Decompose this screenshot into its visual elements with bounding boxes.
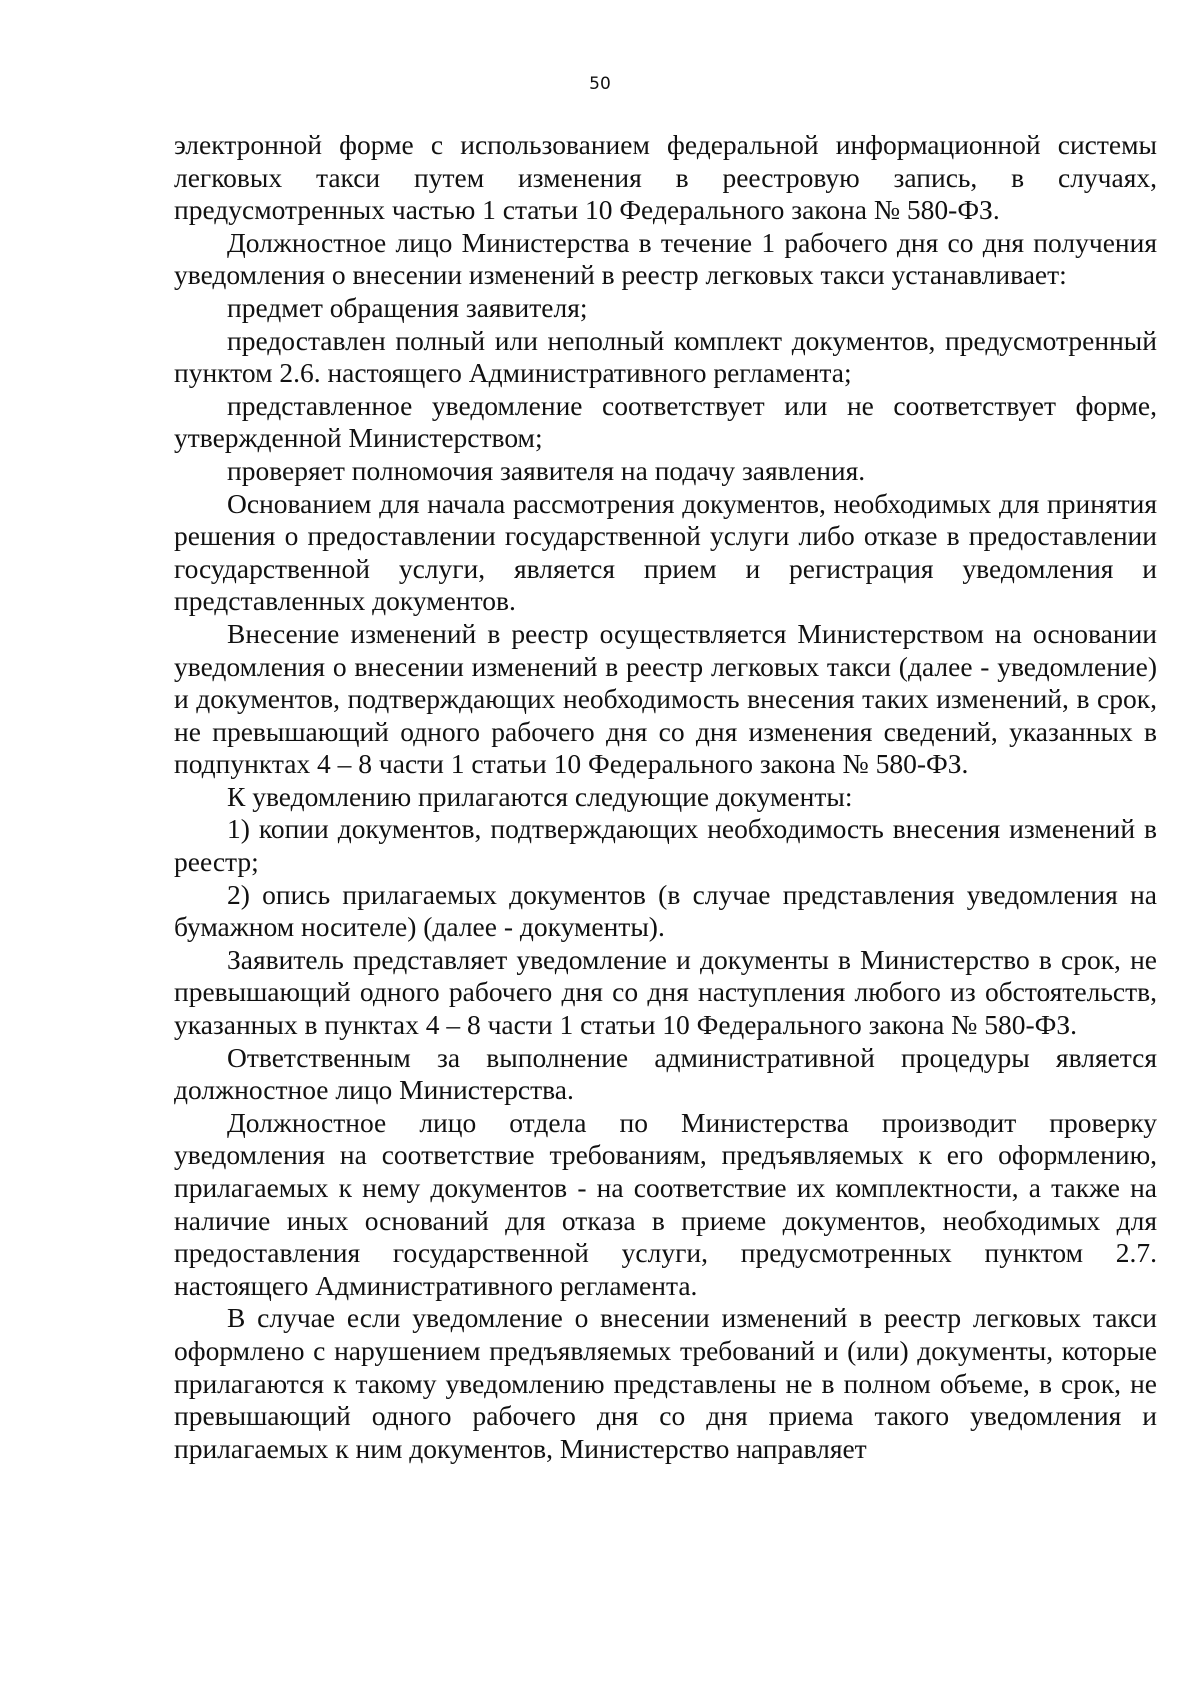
paragraph: Основанием для начала рассмотрения документов, необходимых для принятия решения о предоставлении государственной услуги либо отказе в предоставлении государственной услуги, является прием и регистрация уведомления и представленных документов. [174,487,1157,617]
paragraph: Должностное лицо Министерства в течение 1 рабочего дня со дня получения уведомления о внесении изменений в реестр легковых такси устанавливает: [174,226,1157,291]
paragraph: Ответственным за выполнение административной процедуры является должностное лицо Министерства. [174,1041,1157,1106]
paragraph: В случае если уведомление о внесении изменений в реестр легковых такси оформлено с нарушением предъявляемых требований и (или) документы, которые прилагаются к такому уведомлению представлены не в полном объеме, в срок, не превышающий одного рабочего дня со дня приема такого уведомления и прилагаемых к ним документов, Министерство направляет [174,1302,1157,1464]
list-item: 2) опись прилагаемых документов (в случае представления уведомления на бумажном носителе) (далее - документы). [174,878,1157,943]
paragraph-continuation: электронной форме с использованием федеральной информационной системы легковых такси путем изменения в реестровую запись, в случаях, предусмотренных частью 1 статьи 10 Федерального закона № 580-ФЗ. [174,129,1157,226]
paragraph: предоставлен полный или неполный комплект документов, предусмотренный пунктом 2.6. настоящего Административного регламента; [174,324,1157,389]
paragraph: Заявитель представляет уведомление и документы в Министерство в срок, не превышающий одного рабочего дня со дня наступления любого из обстоятельств, указанных в пунктах 4 – 8 части 1 статьи 10 Федерального закона № 580-ФЗ. [174,943,1157,1041]
paragraph: представленное уведомление соответствует или не соответствует форме, утвержденной Министерством; [174,389,1157,454]
page-number: 50 [589,74,611,94]
list-item: 1) копии документов, подтверждающих необходимость внесения изменений в реестр; [174,813,1157,878]
paragraph: К уведомлению прилагаются следующие документы: [227,780,853,812]
paragraph: Внесение изменений в реестр осуществляется Министерством на основании уведомления о внесении изменений в реестр легковых такси (далее - уведомление) и документов, подтверждающих необходимость внесения таких изменений, в срок, не превышающий одного рабочего дня со дня изменения сведений, указанных в подпунктах 4 – 8 части 1 статьи 10 Федерального закона № 580-ФЗ. [174,617,1157,780]
paragraph: Должностное лицо отдела по Министерства производит проверку уведомления на соответствие требованиям, предъявляемых к его оформлению, прилагаемых к нему документов - на соответствие их комплектности, а также на наличие иных оснований для отказа в приеме документов, необходимых для предоставления государственной услуги, предусмотренных пунктом 2.7. настоящего Административного регламента. [174,1106,1157,1301]
paragraph: предмет обращения заявителя; [227,291,588,323]
paragraph: проверяет полномочия заявителя на подачу заявления. [227,454,866,486]
document-body [174,129,1157,1465]
